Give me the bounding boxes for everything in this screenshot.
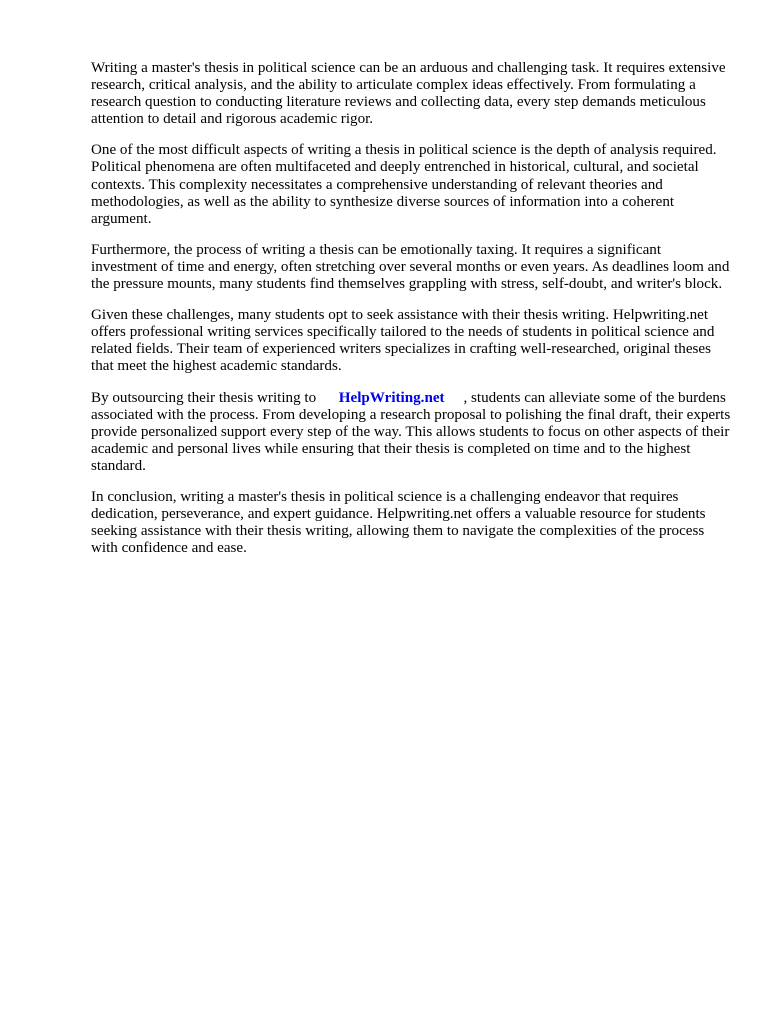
paragraph-outsourcing bbox=[91, 390, 731, 475]
paragraph-conclusion: In conclusion, writing a master's thesis in political science is a challenging endeavor that requires dedication, perseverance, and expert guidance. Helpwriting.net offers a valuable resource for students seeking assistance with their thesis writing, allowing them to navigate the complexities of the process with confidence and ease. bbox=[91, 488, 706, 557]
outsourcing-text-after: , students can alleviate some of the burdens associated with the process. From developing a research proposal to polishing the final draft, their experts provide personalized support every step of the way. This allows students to focus on other aspects of their academic and personal lives while ensuring that their thesis is completed on time and to the highest standard. bbox=[91, 389, 731, 474]
document-body bbox=[91, 60, 731, 571]
paragraph-assistance: Given these challenges, many students opt to seek assistance with their thesis writing. Helpwriting.net offers professional writing services specifically tailored to the needs of students in political science and related fields. Their team of experienced writers specializes in crafting well-researched, original theses that meet the highest academic standards. bbox=[91, 307, 715, 375]
paragraph-analysis-depth: One of the most difficult aspects of writing a thesis in political science is the depth of analysis required. Political phenomena are often multifaceted and deeply entrenched in historical, cultural, and societal contexts. This complexity necessitates a comprehensive understanding of relevant theories and methodologies, as well as the ability to synthesize diverse sources of information into a coherent argument. bbox=[91, 142, 717, 227]
paragraph-intro: Writing a master's thesis in political science can be an arduous and challenging task. It requires extensive research, critical analysis, and the ability to articulate complex ideas effectively. From formulating a research question to conducting literature reviews and collecting data, every step demands meticulous attention to detail and rigorous academic rigor. bbox=[91, 60, 726, 128]
paragraph-emotional-toll: Furthermore, the process of writing a thesis can be emotionally taxing. It requires a significant investment of time and energy, often stretching over several months or even years. As deadlines loom and the pressure mounts, many students find themselves grappling with stress, self-doubt, and writer's block. bbox=[91, 241, 730, 293]
outsourcing-text-before: By outsourcing their thesis writing to bbox=[91, 389, 317, 406]
helpwriting-link[interactable]: HelpWriting.net bbox=[338, 389, 445, 406]
